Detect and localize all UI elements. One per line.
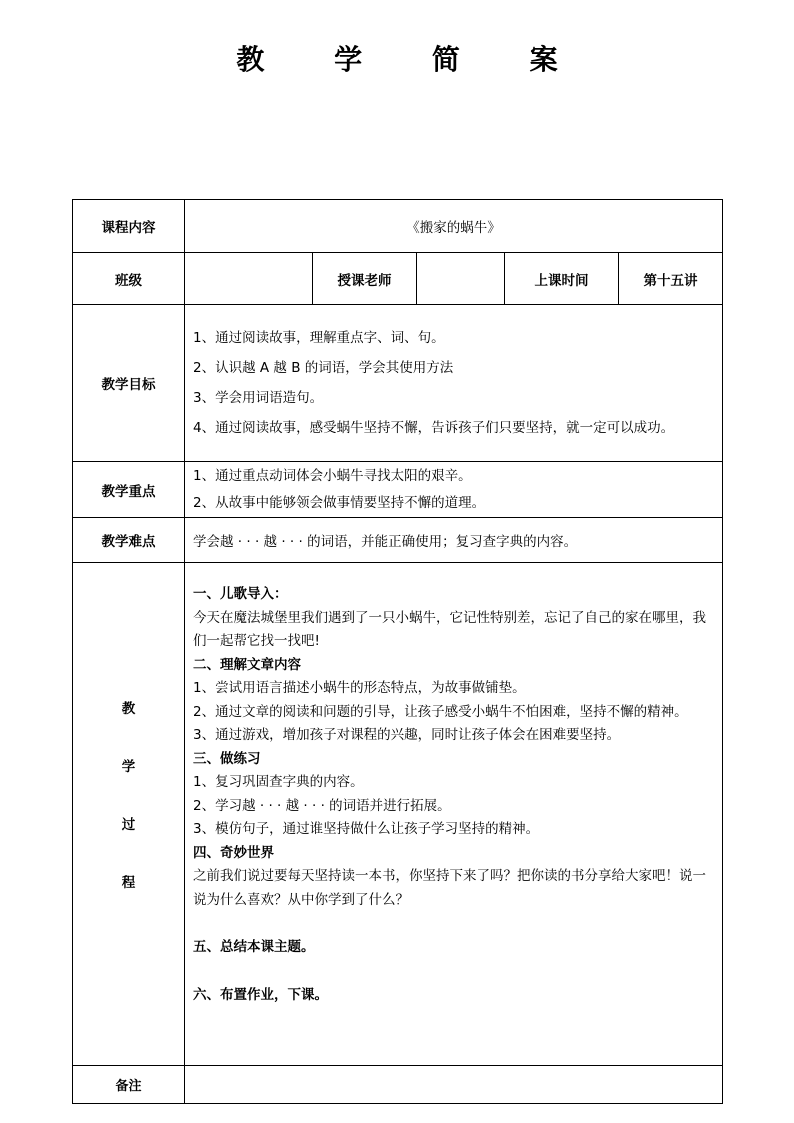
goal-item: 2、认识越 A 越 B 的词语，学会其使用方法 — [193, 360, 454, 376]
process-label-char: 程 — [121, 875, 136, 891]
remarks-value — [185, 1066, 723, 1104]
process-label-char: 学 — [121, 759, 136, 775]
goals-label: 教学目标 — [73, 305, 185, 462]
teacher-label: 授课老师 — [313, 253, 417, 305]
process-label — [73, 563, 185, 1066]
class-label: 班级 — [73, 253, 185, 305]
process-label-char: 教 — [121, 701, 136, 717]
section-item: 2、通过文章的阅读和问题的引导，让孩子感受小蜗牛不怕困难，坚持不懈的精神。 — [193, 703, 688, 720]
document-title: 教 学 简 案 — [236, 43, 588, 76]
key-point-item: 1、通过重点动词体会小蜗牛寻找太阳的艰辛。 — [193, 467, 472, 484]
class-row — [73, 253, 723, 305]
section-item: 1、尝试用语言描述小蜗牛的形态特点，为故事做铺垫。 — [193, 680, 526, 696]
difficulty-text: 学会越 · · · 越 · · · 的词语，并能正确使用；复习查字典的内容。 — [185, 518, 723, 563]
goal-item: 3、学会用词语造句。 — [193, 390, 324, 406]
key-point-item: 2、从故事中能够领会做事情要坚持不懈的道理。 — [193, 494, 486, 511]
section-item: 3、模仿句子，通过谁坚持做什么让孩子学习坚持的精神。 — [193, 821, 540, 837]
section-heading: 一、儿歌导入： — [193, 586, 288, 602]
time-label: 上课时间 — [505, 253, 619, 305]
course-label: 课程内容 — [73, 200, 185, 253]
section-item: 1、复习巩固查字典的内容。 — [193, 774, 364, 790]
goals-list — [185, 305, 723, 462]
section-heading: 六、布置作业，下课。 — [193, 986, 328, 1003]
section-heading: 五、总结本课主题。 — [193, 939, 315, 955]
lesson-plan-table — [72, 199, 723, 1104]
section-item: 2、学习越 · · · 越 · · · 的词语并进行拓展。 — [193, 797, 451, 814]
goal-item: 4、通过阅读故事，感受蜗牛坚持不懈，告诉孩子们只要坚持，就一定可以成功。 — [193, 420, 675, 436]
section-item: 3、通过游戏，增加孩子对课程的兴趣，同时让孩子体会在困难要坚持。 — [193, 727, 621, 743]
difficulty-label: 教学难点 — [73, 518, 185, 563]
remarks-label: 备注 — [73, 1066, 185, 1104]
section-heading: 二、理解文章内容 — [193, 656, 301, 673]
process-row — [73, 563, 723, 1066]
process-label-char: 过 — [121, 817, 136, 833]
key-points-list — [185, 462, 723, 518]
class-value — [185, 253, 313, 305]
key-points-row — [73, 462, 723, 518]
process-content — [185, 563, 723, 1066]
remarks-row — [73, 1066, 723, 1104]
difficulty-row — [73, 518, 723, 563]
section-heading: 三、做练习 — [193, 750, 261, 767]
goal-item: 1、通过阅读故事，理解重点字、词、句。 — [193, 330, 445, 346]
key-points-label: 教学重点 — [73, 462, 185, 518]
section-heading: 四、奇妙世界 — [193, 844, 274, 861]
teacher-value — [417, 253, 505, 305]
course-value: 《搬家的蜗牛》 — [185, 200, 723, 253]
goals-row — [73, 305, 723, 462]
section-text: 今天在魔法城堡里我们遇到了一只小蜗牛，它记性特别差，忘记了自己的家在哪里，我们一起帮它找一找吧! — [193, 609, 706, 649]
section-text: 之前我们说过要每天坚持读一本书，你坚持下来了吗？把你读的书分享给大家吧！说一说为什么喜欢？从中你学到了什么？ — [193, 868, 706, 908]
time-value: 第十五讲 — [619, 253, 723, 305]
course-row — [73, 200, 723, 253]
